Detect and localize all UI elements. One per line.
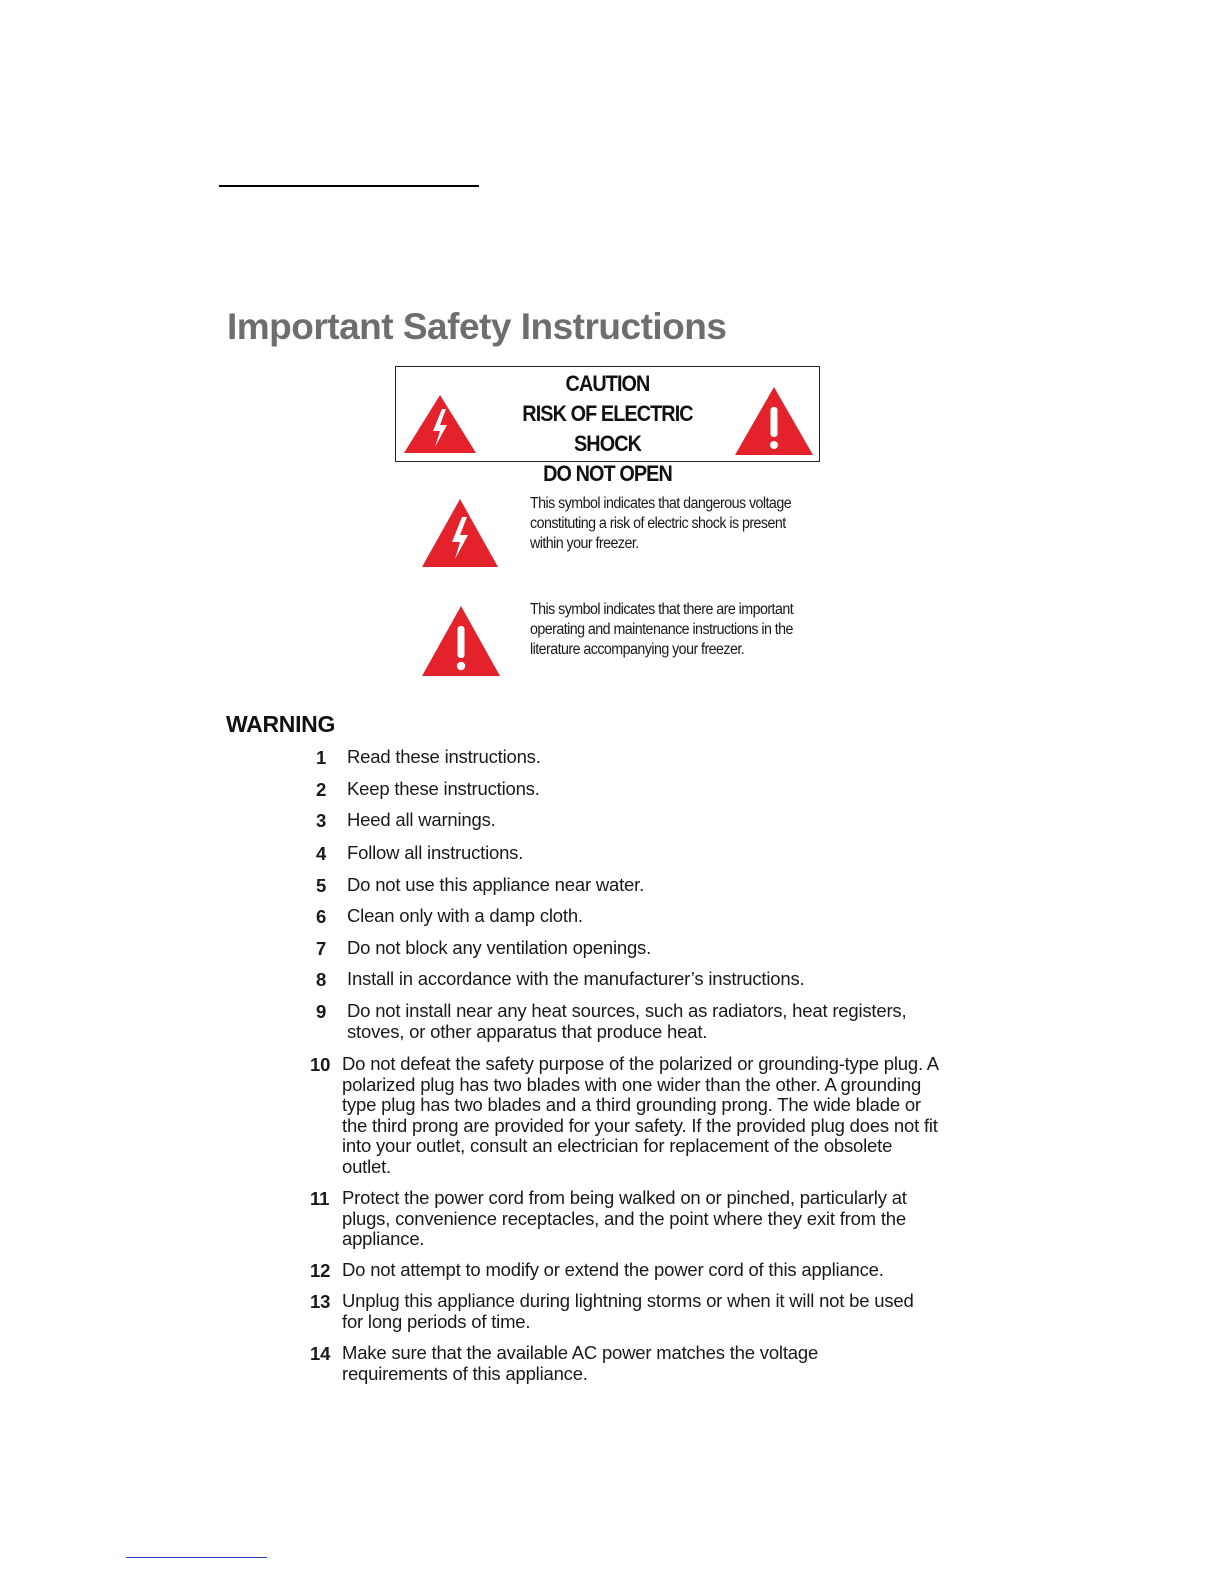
exclamation-warning-icon — [420, 604, 502, 678]
item-number: 9 — [316, 1001, 327, 1022]
item-number: 1 — [316, 747, 327, 768]
list-item — [310, 1343, 960, 1384]
warning-heading: WARNING — [226, 711, 336, 737]
item-number: 8 — [316, 969, 327, 990]
list-item — [310, 906, 960, 927]
list-item — [310, 1054, 960, 1177]
footer-rule — [126, 1557, 267, 1558]
item-text: Protect the power cord from being walked on or pinched, particularly at plugs, convenience receptacles, and the point where they exit from the appliance. — [342, 1187, 907, 1249]
item-text: Heed all warnings. — [347, 809, 496, 830]
list-item — [310, 1001, 960, 1042]
caution-box — [395, 366, 820, 486]
item-text: Do not use this appliance near water. — [347, 874, 645, 895]
symbol-description: This symbol indicates that dangerous voltage constituting a risk of electric shock is present within your freezer. — [530, 495, 792, 552]
lightning-warning-icon — [420, 497, 500, 569]
item-number: 6 — [316, 906, 327, 927]
item-text: Keep these instructions. — [347, 778, 540, 799]
list-item — [310, 810, 960, 831]
item-number: 2 — [316, 779, 327, 800]
caution-text — [496, 369, 718, 489]
item-text: Clean only with a damp cloth. — [347, 905, 583, 926]
item-text: Follow all instructions. — [347, 842, 524, 863]
caution-line-1: CAUTION — [565, 371, 650, 396]
list-item — [310, 747, 960, 768]
list-item — [310, 843, 960, 864]
symbol-description: This symbol indicates that there are important operating and maintenance instructions in the literature accompanying your freezer. — [530, 601, 794, 658]
symbol-row-instructions — [420, 600, 840, 676]
caution-line-2: RISK OF ELECTRIC SHOCK — [522, 401, 693, 456]
list-item — [310, 1188, 960, 1250]
item-text: Do not block any ventilation openings. — [347, 937, 652, 958]
item-text: Do not attempt to modify or extend the power cord of this appliance. — [342, 1259, 884, 1280]
list-item — [310, 938, 960, 959]
list-item — [310, 1260, 960, 1281]
item-number: 11 — [310, 1188, 330, 1209]
item-number: 4 — [316, 843, 327, 864]
list-item — [310, 1291, 960, 1332]
item-text: Make sure that the available AC power matches the voltage requirements of this appliance. — [342, 1342, 819, 1384]
item-number: 5 — [316, 875, 327, 896]
top-rule — [219, 185, 479, 187]
item-text: Read these instructions. — [347, 746, 541, 767]
item-text: Unplug this appliance during lightning storms or when it will not be used for long periods of time. — [342, 1290, 914, 1332]
exclamation-warning-icon — [733, 385, 815, 457]
item-number: 14 — [310, 1343, 331, 1364]
item-text: Do not install near any heat sources, such as radiators, heat registers, stoves, or other apparatus that produce heat. — [347, 1000, 907, 1042]
lightning-warning-icon — [402, 393, 478, 455]
caution-line-3: DO NOT OPEN — [543, 461, 672, 486]
list-item — [310, 875, 960, 896]
list-item — [310, 969, 960, 990]
item-number: 13 — [310, 1291, 331, 1312]
item-text: Install in accordance with the manufacturer’s instructions. — [347, 968, 805, 989]
item-number: 10 — [310, 1054, 331, 1075]
item-number: 12 — [310, 1260, 331, 1281]
page-title: Important Safety Instructions — [227, 306, 727, 347]
item-number: 7 — [316, 938, 327, 959]
item-number: 3 — [316, 810, 327, 831]
item-text: Do not defeat the safety purpose of the polarized or grounding-type plug. A polarized plug has two blades with one wider than the other. A grounding type plug has two blades and a third grounding prong. The wide blade or the third prong are provided for your safety. If the provided plug does not fit into your outlet, consult an electrician for replacement of the obsolete outlet. — [342, 1053, 938, 1177]
symbol-row-voltage — [420, 494, 840, 566]
list-item — [310, 779, 960, 800]
